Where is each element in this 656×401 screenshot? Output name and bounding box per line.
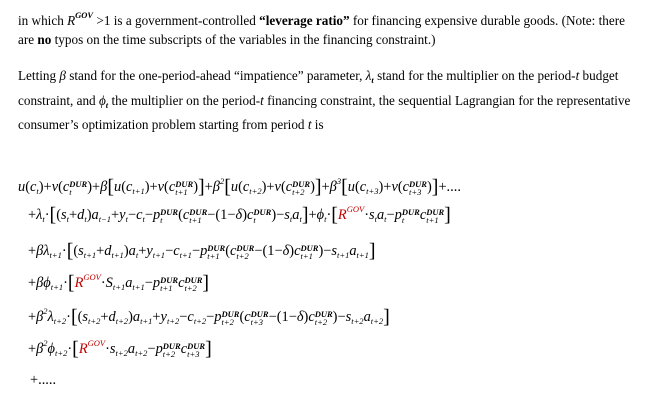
t-variable: t [575,68,580,83]
t-variable: t [260,92,264,108]
leverage-symbol: R [67,13,76,28]
text-fragment: stand for the one-period-ahead “impatience” parameter, [65,68,366,83]
text-fragment: typos on the time subscripts of the variables in the financing constraint.) [51,32,436,47]
leverage-symbol-superscript: GOV [75,10,94,20]
equation-line-5: $+\beta^2\lambda_{t+2}\cdot[(s_{t+2}+d_{t+2})a_{t+1}+y_{t+2}-c_{t+2}-p$ DUR t+2 (c DUR t+3 −(1−δ)c DUR t+2 )$-s_{t+2}a_{t+2}$] [28,306,390,328]
text-fragment: financing constraint, the sequential Lagrangian for the representative consumer’s optimization problem starting from period [18,92,631,132]
bold-no: no [37,32,52,47]
text-fragment: >1 [93,13,111,28]
text-fragment: is a government-controlled [110,13,260,28]
text-fragment: the multiplier on the period- [108,92,261,108]
equation-line-7: +..... [30,372,57,388]
equation-line-6: $+\beta^2\phi_{t+2}\cdot[R^{GOV}\cdot s_{t+2}a_{t+2}-p$ DUR t+2 c DUR t+3 ] [28,338,212,360]
intro-paragraph [18,6,642,49]
lambda-symbol: λ [365,68,372,83]
lagrangian-intro-paragraph [18,66,642,136]
text-fragment: is [311,117,324,132]
equation-line-2: $+\lambda_t\cdot[(s_t+d_t)a_{t-1}+y_t-c_t-p$ DUR t (c DUR t+1 −(1−δ)c DUR t )$-s_ta_t]+\phi_t\cdot[R^{GOV}\cdot s_ta_t-p$ DUR t c DUR t+1 ] [28,204,451,226]
bold-term: “leverage ratio” [259,13,350,28]
text-fragment: budget constraint, and [18,68,619,108]
lambda-subscript: t [371,75,374,85]
beta-symbol: β [59,68,66,83]
text-fragment: in which [18,13,68,28]
equation-line-1: $u(c_t)+v(c$ DUR t )$+\beta[u(c_{t+1})+v(c$ DUR t+1 )]$+\beta^2[u(c_{t+2})+v(c$ DUR t+2 )]$+\beta^3[u(c_{t+3})+v(c$ DUR t+3 )]+.... [18,176,461,198]
text-fragment: stand for the multiplier on the period- [373,68,576,83]
equation-line-4: $+\beta\phi_{t+1}\cdot[R^{GOV}\cdot S_{t+1}a_{t+1}-p$ DUR t+1 c DUR t+2 ] [28,272,210,294]
phi-symbol: ϕ [98,92,106,108]
text-fragment: for financing expensive durable goods. (Note: there are [18,13,625,47]
t-variable: t [307,117,312,132]
phi-subscript: t [105,99,109,110]
equation-line-3: $+\beta\lambda_{t+1}\cdot[(s_{t+1}+d_{t+1})a_t+y_{t+1}-c_{t+1}-p$ DUR t+1 (c DUR t+2 −(1−δ)c DUR t+1 )$-s_{t+1}a_{t+1}$] [28,240,376,262]
text-fragment: Letting [18,68,60,83]
